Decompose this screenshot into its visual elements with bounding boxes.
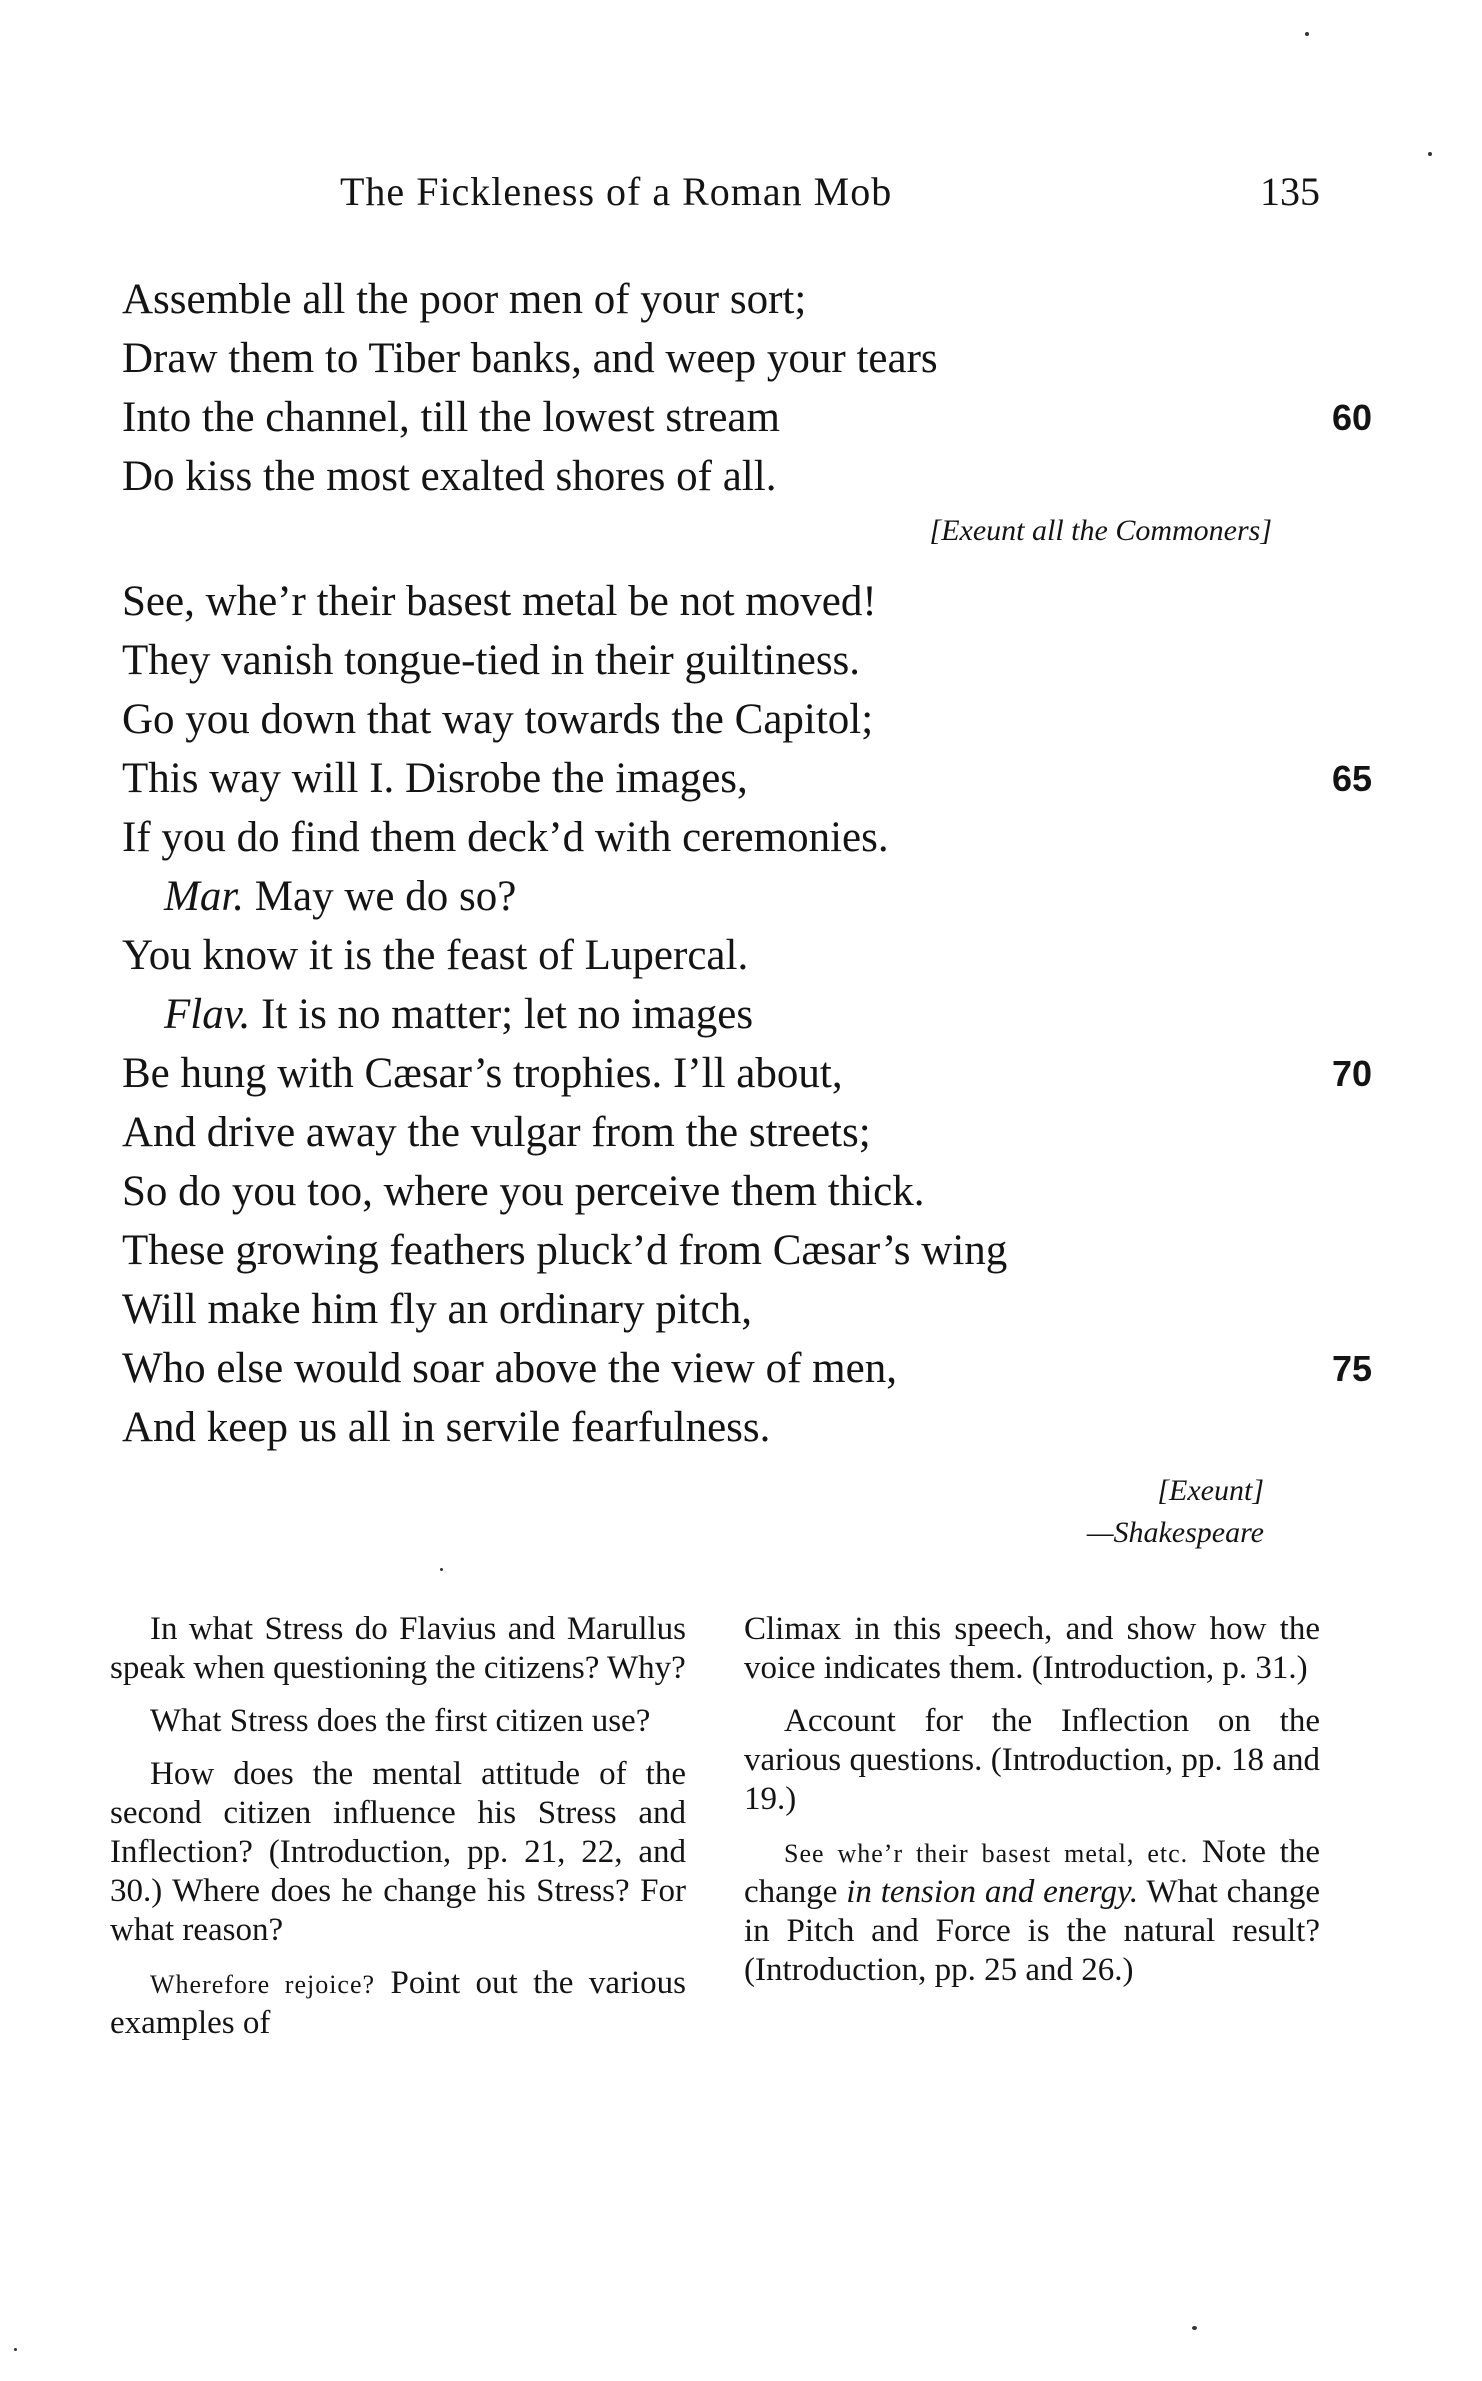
question-paragraph: Wherefore rejoice? Point out the various examples of: [110, 1965, 686, 2041]
closing-block: [1087, 1470, 1264, 1554]
verse-line: These growing feathers pluck’d from Cæsar’s wing: [122, 1227, 1008, 1274]
line-number: 70: [1332, 1053, 1373, 1094]
question-paragraph: In what Stress do Flavius and Marullus speak when questioning the citizens? Why?: [110, 1611, 686, 1686]
verse-line: Flav. It is no matter; let no images: [164, 991, 754, 1038]
verse-line: Mar. May we do so?: [164, 873, 517, 920]
speaker-name: Mar.: [164, 873, 245, 920]
smallcaps-cue: Wherefore rejoice?: [150, 1970, 376, 1999]
verse-line: And drive away the vulgar from the streets;: [122, 1109, 871, 1156]
verse-line: This way will I. Disrobe the images, 65: [122, 749, 1362, 808]
verse-line: See, whe’r their basest metal be not moved!: [122, 578, 877, 625]
verse-line: So do you too, where you perceive them thick.: [122, 1168, 925, 1215]
line-number: 75: [1332, 1348, 1373, 1389]
running-head: [0, 168, 1482, 228]
attribution: —Shakespeare: [1086, 1516, 1264, 1549]
verse-line: You know it is the feast of Lupercal.: [122, 932, 749, 979]
question-paragraph: Climax in this speech, and show how the voice indicates them. (Introduction, p. 31.): [744, 1611, 1320, 1686]
question-paragraph: How does the mental attitude of the second citizen influence his Stress and Inflection? (Introduction, pp. 21, 22, and 30.) Where does he change his Stress? For what reason?: [110, 1756, 686, 1948]
stage-direction: [Exeunt]: [1157, 1474, 1264, 1507]
verse-line: Draw them to Tiber banks, and weep your tears: [122, 335, 938, 382]
verse-line: Assemble all the poor men of your sort;: [122, 276, 807, 323]
verse-line: They vanish tongue-tied in their guiltiness.: [122, 637, 861, 684]
stage-direction: [Exeunt all the Commoners]: [929, 514, 1272, 547]
question-paragraph: What Stress does the first citizen use?: [150, 1703, 651, 1739]
title-rest: Fickleness of a Roman Mob: [416, 169, 893, 214]
running-title: [340, 168, 892, 215]
verse-line: Do kiss the most exalted shores of all.: [122, 453, 777, 500]
verse-line: Go you down that way towards the Capitol;: [122, 696, 874, 743]
verse-line: Into the channel, till the lowest stream 60: [122, 388, 1362, 447]
verse-line: And keep us all in servile fearfulness.: [122, 1404, 771, 1451]
paper-speck: [1305, 32, 1309, 36]
verse-line: Will make him fly an ordinary pitch,: [122, 1286, 752, 1333]
paper-speck: [1428, 152, 1432, 156]
line-number: 65: [1332, 758, 1373, 799]
verse-line: Be hung with Cæsar’s trophies. I’ll about, 70: [122, 1044, 1362, 1103]
question-paragraph: See whe’r their basest metal, etc. Note the change in tension and energy. What change in Pitch and Force is the natural result? (Introduction, pp. 25 and 26.): [744, 1834, 1321, 1988]
paper-speck: [1192, 2326, 1197, 2330]
verse-block: [122, 270, 1373, 1457]
question-paragraph: Account for the Inflection on the various questions. (Introduction, pp. 18 and 19.): [744, 1703, 1320, 1817]
verse-line: If you do find them deck’d with ceremonies.: [122, 814, 889, 861]
line-number: 60: [1332, 397, 1373, 438]
smallcaps-cue: See whe’r their basest metal, etc.: [784, 1839, 1189, 1868]
page-number: 135: [1260, 169, 1320, 214]
paper-speck: [440, 1568, 443, 1571]
title-the: The: [340, 169, 406, 214]
questions-right-column: [744, 1610, 1320, 2004]
questions-left-column: [110, 1610, 686, 2057]
speaker-name: Flav.: [164, 991, 251, 1038]
verse-line: Who else would soar above the view of men, 75: [122, 1339, 1362, 1398]
paper-speck: [14, 2348, 17, 2351]
